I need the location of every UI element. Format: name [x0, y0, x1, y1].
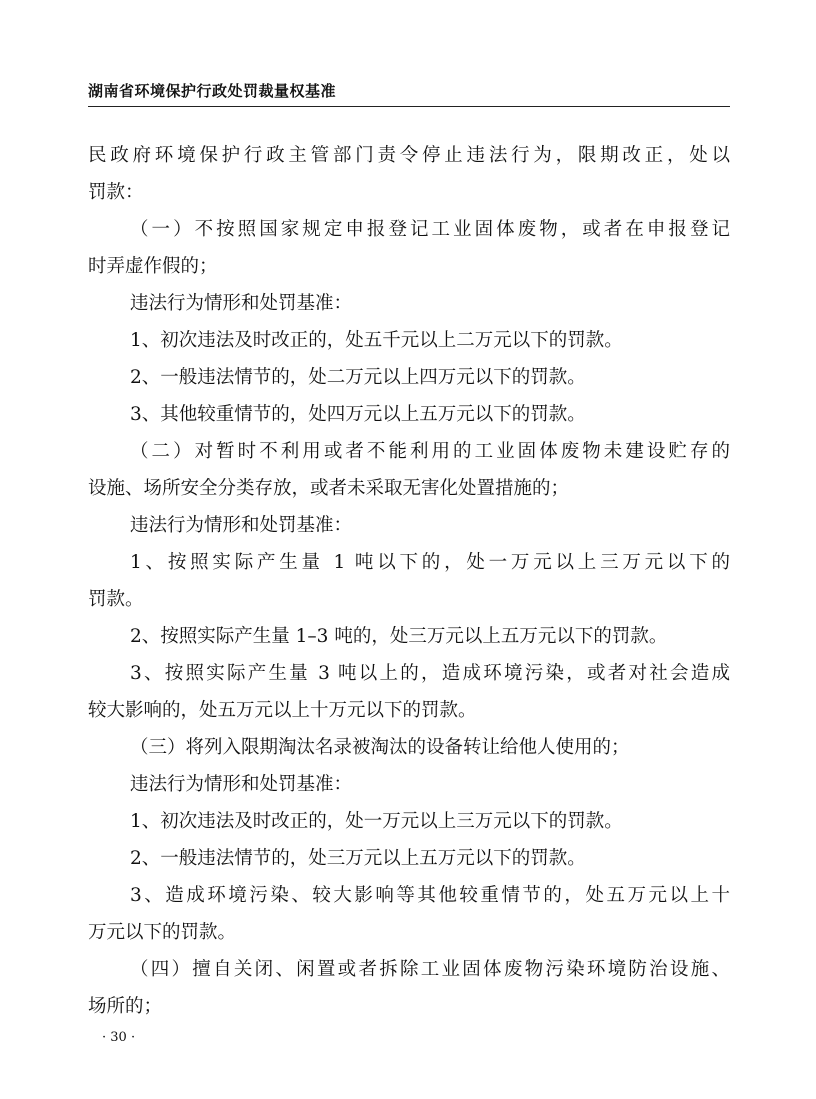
criteria-item: 3、造成环境污染、较大影响等其他较重情节的，处五万元以上十	[130, 885, 730, 906]
text-line: 较大影响的，处五万元以上十万元以下的罚款。	[88, 700, 477, 721]
clause-heading: （二）对暂时不利用或者不能利用的工业固体废物未建设贮存的	[130, 441, 730, 462]
criteria-item: 1、初次违法及时改正的，处五千元以上二万元以下的罚款。	[130, 330, 623, 351]
clause-heading: （一）不按照国家规定申报登记工业固体废物，或者在申报登记	[130, 219, 730, 240]
clause-heading: （四）擅自关闭、闲置或者拆除工业固体废物污染环境防治设施、	[130, 959, 730, 980]
page-header	[88, 78, 730, 107]
text-line: 罚款：	[88, 182, 144, 203]
criteria-heading: 违法行为情形和处罚基准：	[130, 515, 353, 536]
text-line: 民政府环境保护行政主管部门责令停止违法行为，限期改正，处以	[88, 145, 730, 166]
page-number: · 30 ·	[102, 1030, 136, 1045]
text-line: 设施、场所安全分类存放，或者未采取无害化处置措施的；	[88, 478, 570, 499]
text-line: 场所的；	[88, 996, 163, 1017]
text-line: 万元以下的罚款。	[88, 922, 237, 943]
document-title: 湖南省环境保护行政处罚裁量权基准	[88, 82, 337, 100]
criteria-item: 2、一般违法情节的，处三万元以上五万元以下的罚款。	[130, 848, 586, 869]
text-line: 时弄虚作假的；	[88, 256, 218, 277]
criteria-item: 3、其他较重情节的，处四万元以上五万元以下的罚款。	[130, 404, 586, 425]
criteria-heading: 违法行为情形和处罚基准：	[130, 774, 353, 795]
criteria-item: 1、按照实际产生量 1 吨以下的，处一万元以上三万元以下的	[130, 552, 730, 573]
criteria-heading: 违法行为情形和处罚基准：	[130, 293, 353, 314]
criteria-item: 2、按照实际产生量 1–3 吨的，处三万元以上五万元以下的罚款。	[130, 626, 668, 647]
criteria-item: 3、按照实际产生量 3 吨以上的，造成环境污染，或者对社会造成	[130, 663, 730, 684]
clause-heading: （三）将列入限期淘汰名录被淘汰的设备转让给他人使用的；	[130, 737, 630, 758]
text-line: 罚款。	[88, 589, 144, 610]
criteria-item: 1、初次违法及时改正的，处一万元以上三万元以下的罚款。	[130, 811, 623, 832]
body-text	[88, 137, 730, 1025]
criteria-item: 2、一般违法情节的，处二万元以上四万元以下的罚款。	[130, 367, 586, 388]
